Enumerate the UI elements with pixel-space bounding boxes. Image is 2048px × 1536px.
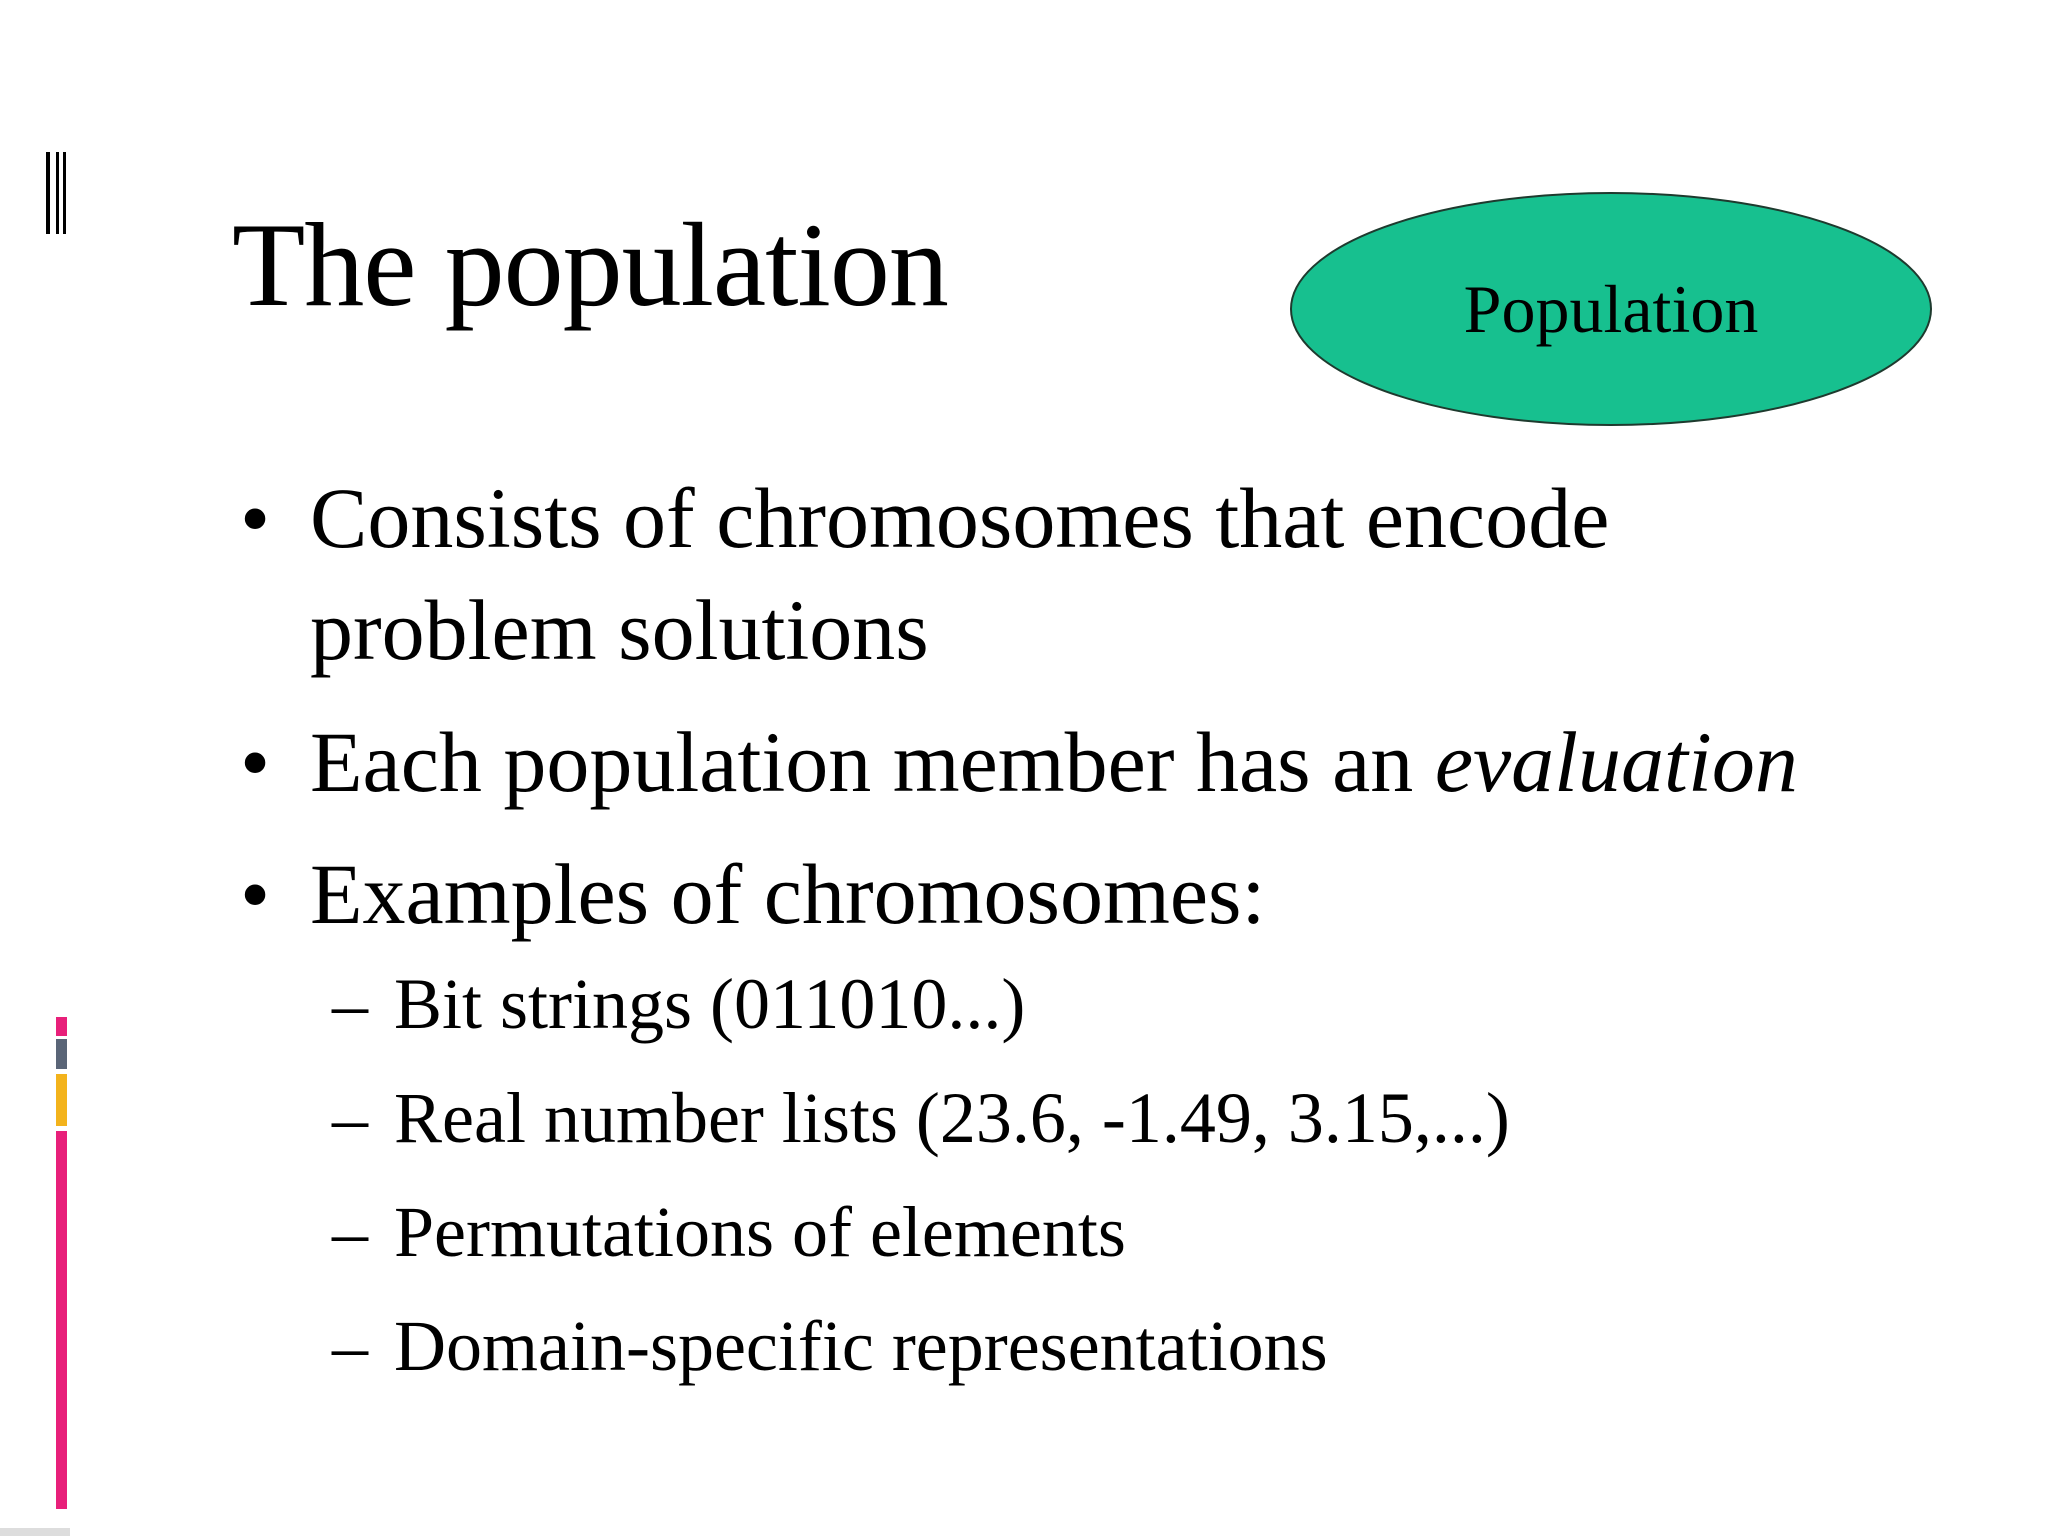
sub-bullet-item (332, 1072, 1510, 1164)
accent-stripe-gold (56, 1074, 67, 1126)
bullet-item (232, 706, 1912, 818)
sub-bullet-item (332, 1300, 1510, 1392)
accent-stripe-gray (56, 1039, 67, 1069)
sub-bullet-dash: – (332, 1192, 368, 1272)
bullet-text-line2: problem solutions (310, 582, 929, 678)
sub-bullet-dash: – (332, 964, 368, 1044)
bullet-dot: • (240, 470, 271, 566)
bullet-text: Examples of chromosomes: (310, 846, 1266, 942)
population-badge-label: Population (1463, 270, 1759, 347)
slide-title: The population (232, 198, 948, 331)
sub-bullet-dash: – (332, 1306, 368, 1386)
bullet-text: Each population member has an (310, 714, 1435, 810)
bullet-text-line1: Consists of chromosomes that encode (310, 470, 1610, 566)
sub-bullet-text: Real number lists (23.6, -1.49, 3.15,...) (394, 1078, 1510, 1158)
corner-bar-thin (46, 152, 50, 234)
bullet-emphasis: evaluation (1434, 714, 1798, 810)
population-badge (1288, 190, 1934, 428)
bullet-dot: • (240, 846, 271, 942)
bullet-item (232, 838, 1912, 950)
sub-bullet-text: Domain-specific representations (394, 1306, 1328, 1386)
bullet-item (232, 462, 1912, 686)
sub-bullet-text: Bit strings (011010...) (394, 964, 1026, 1044)
sub-bullet-item (332, 1186, 1510, 1278)
accent-stripe-pink (56, 1131, 67, 1509)
bullet-dot: • (240, 714, 271, 810)
bottom-rule (0, 1528, 70, 1536)
sub-bullet-item (332, 958, 1510, 1050)
bullet-list (232, 462, 1912, 950)
sub-bullet-list (332, 958, 1510, 1414)
sub-bullet-dash: – (332, 1078, 368, 1158)
sub-bullet-text: Permutations of elements (394, 1192, 1126, 1272)
corner-bar-mark (46, 152, 66, 234)
accent-stripe-pink-top (56, 1017, 67, 1036)
corner-bar-double (56, 152, 66, 234)
